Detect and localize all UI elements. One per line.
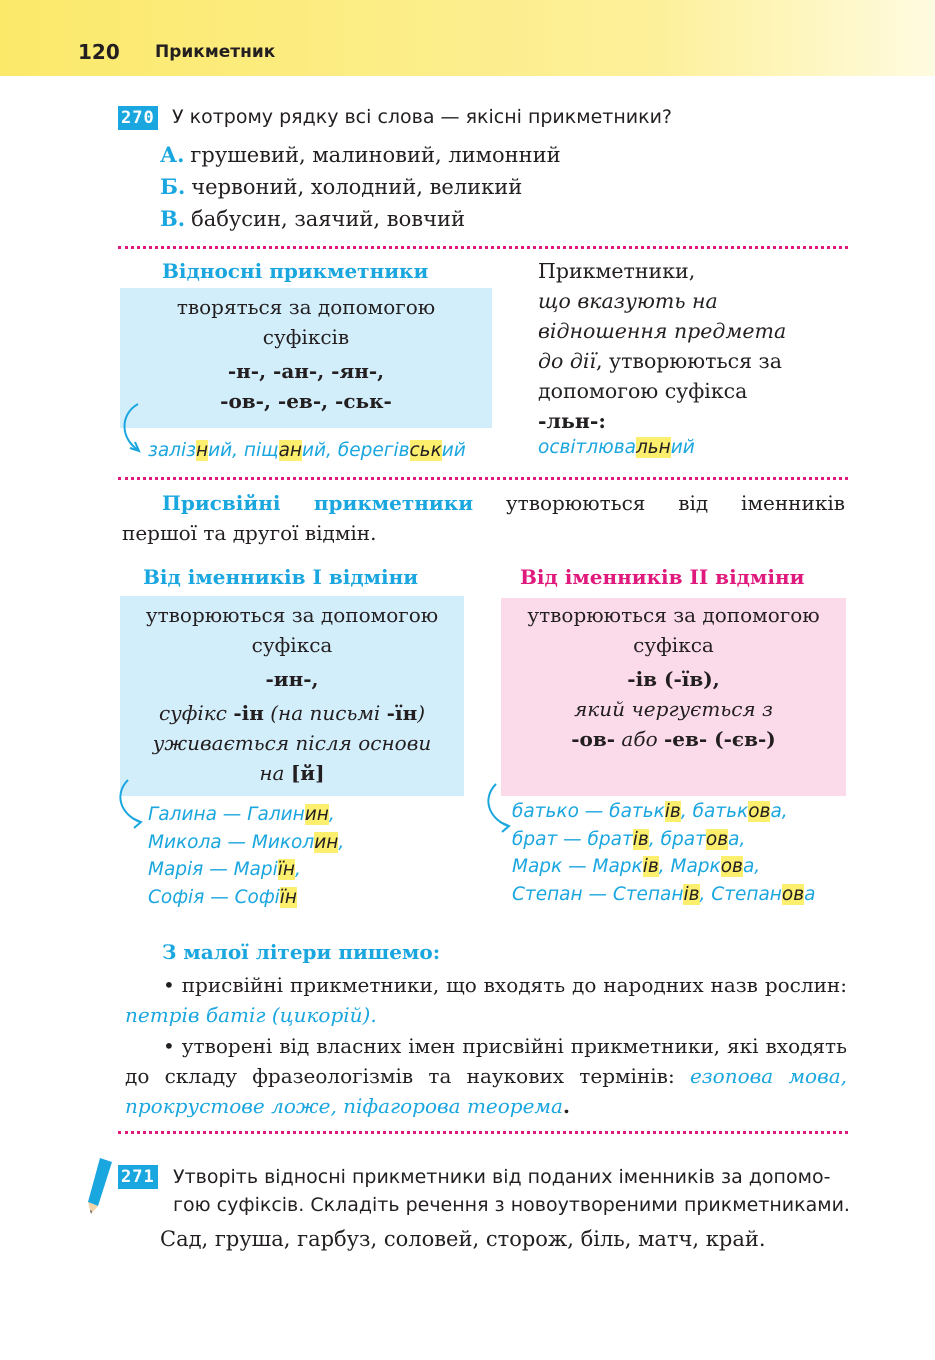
action-adj-example: освітлювальний <box>538 437 695 458</box>
relative-rule-box: творяться за допомогою суфіксів -н-, -ан-, -ян-, -ов-, -ев-, -ськ- <box>120 288 492 428</box>
page-header <box>0 0 935 76</box>
divider <box>118 1131 848 1134</box>
task-270-question: У котрому рядку всі слова — якісні прикметники? <box>172 106 673 128</box>
task-271-words: Сад, груша, гарбуз, соловей, сторож, біль, матч, край. <box>160 1227 766 1251</box>
decl1-examples: Галина — Галинин, Микола — Миколин, Марія — Маріїн, Софія — Софіїн <box>148 804 345 908</box>
relative-examples: залізний, піщаний, берегівський <box>148 440 466 461</box>
relative-title: Відносні прикметники <box>162 259 429 283</box>
decl1-title: Від іменників І відміни <box>143 565 419 589</box>
option-b: Б. червоний, холодний, великий <box>160 174 523 199</box>
task-271-badge: 271 <box>118 1165 158 1189</box>
task-271-instructions: Утворіть відносні прикметники від поданих іменників за допомо- гою суфіксів. Складіть речення з новоутвореними прикметниками. <box>173 1166 850 1216</box>
decl2-title: Від іменників ІІ відміни <box>520 565 805 589</box>
option-a: А. грушевий, малиновий, лимонний <box>160 142 561 167</box>
curved-arrow-icon <box>118 400 150 460</box>
action-adj-rule: Прикметники, що вказують на відношення предмета до дії, утворюються за допомогою суфікса -льн-: <box>538 259 787 433</box>
page-number: 120 <box>78 40 120 64</box>
lowercase-rule-2: • утворені від власних імен присвійні прикметники, які входять до складу фразеологізмів та наукових термінів: езопова мова, прокрустове ложе, піфагорова теорема. <box>125 1034 847 1118</box>
lowercase-title: З малої літери пишемо: <box>162 940 441 964</box>
chapter-title: Прикметник <box>155 42 276 62</box>
task-270-badge: 270 <box>118 106 158 130</box>
lowercase-rule-1: • присвійні прикметники, що входять до народних назв рослин: петрів батіг (цикорій). <box>125 973 847 1027</box>
curved-arrow-icon <box>116 776 150 832</box>
option-c: В. бабусин, заячий, вовчий <box>160 206 465 231</box>
pencil-icon <box>84 1156 114 1218</box>
possessive-intro: Присвійні прикметники утворюються від іменників першої та другої відмін. <box>122 491 845 545</box>
decl1-rule-box: утворюються за допомогою суфікса -ин-, суфікс -ін (на письмі -їн) уживається після основи на [й] <box>120 596 464 796</box>
divider <box>118 246 848 249</box>
divider <box>118 477 848 480</box>
decl2-rule-box: утворюються за допомогою суфікса -ів (-їв), який чергується з -ов- або -ев- (-єв-) <box>501 598 846 796</box>
decl2-examples: батько — батьків, батькова, брат — братів, братова, Марк — Марків, Маркова, Степан — Степанів, Степанова <box>512 801 816 905</box>
